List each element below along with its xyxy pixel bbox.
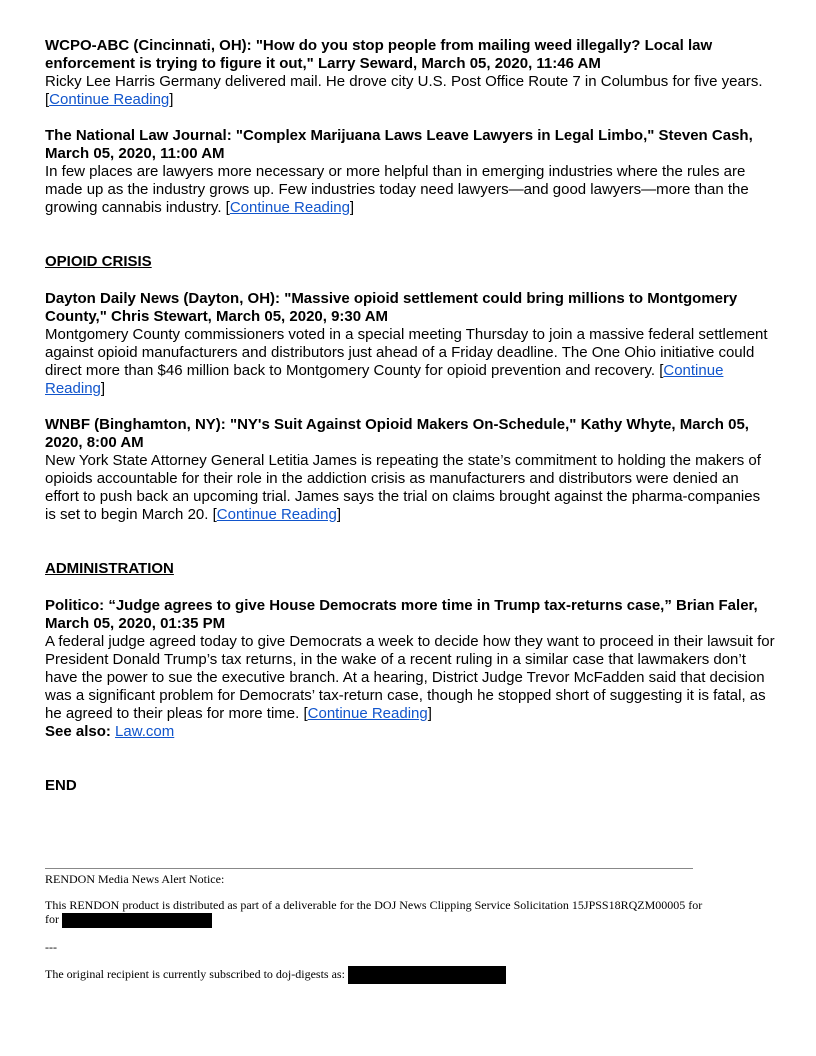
news-summary: Montgomery County commissioners voted in a special meeting Thursday to join a massive federal settlement against opioid manufacturers and distributors just ahead of a Friday deadline. The One Ohio initiative could direct more than $46 million back to Montgomery County for opioid prevention and recovery. [Continue Reading] (45, 326, 768, 397)
continue-reading-link[interactable]: Continue Reading (229, 199, 350, 216)
news-summary: In few places are lawyers more necessary or more helpful than in emerging industries where the rules are made up as the industry grows up. Few industries today need lawyers—and good lawyers—more than the growing cannabis industry. [Continue Reading] (45, 163, 749, 216)
distribution-text: This RENDON product is distributed as part of a deliverable for the DOJ News Clipping Service Solicitation 15JPSS18RQZM00005 for (45, 898, 703, 912)
separator: --- (45, 939, 57, 954)
news-headline: Politico: “Judge agrees to give House Democrats more time in Trump tax-returns case,” Brian Faler, March 05, 2020, 01:35 PM (45, 597, 758, 632)
news-headline: The National Law Journal: "Complex Marijuana Laws Leave Lawyers in Legal Limbo," Steven Cash, March 05, 2020, 11:00 AM (45, 127, 753, 162)
news-summary: A federal judge agreed today to give Democrats a week to decide how they want to proceed in their lawsuit for President Donald Trump’s tax returns, in the wake of a recent ruling in a similar case that lawmakers don’t have the power to sue the executive branch. At a hearing, District Judge Trevor McFadden said that decision was a significant problem for Democrats’ tax-return case, though he stopped short of suggesting it is fatal, as he agreed to their pleas for more time. [Continue Reading] (45, 633, 775, 722)
news-item (45, 37, 775, 109)
continue-reading-link[interactable]: Continue Reading (45, 362, 724, 397)
continue-reading-link[interactable]: Continue Reading (216, 506, 337, 523)
news-item (45, 290, 775, 398)
see-also (45, 723, 775, 741)
news-summary: New York State Attorney General Letitia James is repeating the state’s commitment to holding the makers of opioids accountable for their role in the addiction crisis as manufacturers and distributors were denied an effort to push back an upcoming trial. James says the trial on claims brought against the pharma-companies is set to begin March 20. [Continue Reading] (45, 452, 761, 523)
news-summary: Ricky Lee Harris Germany delivered mail. He drove city U.S. Post Office Route 7 in Columbus for five years. [Continue Reading] (45, 73, 763, 108)
continue-reading-link[interactable]: Continue Reading (49, 91, 170, 108)
distribution-for-line: for (45, 912, 785, 928)
continue-reading-link[interactable]: Continue Reading (307, 705, 428, 722)
end-marker: END (45, 777, 77, 794)
footer-divider (45, 868, 693, 869)
section-title-opioid-crisis: OPIOID CRISIS (45, 253, 152, 270)
news-item (45, 127, 775, 217)
subscription-line: The original recipient is currently subscribed to doj-digests as: (45, 966, 785, 984)
news-headline: Dayton Daily News (Dayton, OH): "Massive opioid settlement could bring millions to Montgomery County," Chris Stewart, March 05, 2020, 9:30 AM (45, 290, 738, 325)
redaction-block (62, 913, 212, 928)
notice-title: RENDON Media News Alert Notice: (45, 872, 225, 886)
news-headline: WNBF (Binghamton, NY): "NY's Suit Against Opioid Makers On-Schedule," Kathy Whyte, March 05, 2020, 8:00 AM (45, 416, 749, 451)
section-title-administration: ADMINISTRATION (45, 560, 174, 577)
news-digest (45, 37, 775, 795)
news-headline: WCPO-ABC (Cincinnati, OH): "How do you stop people from mailing weed illegally? Local law enforcement is trying to figure it out," Larry Seward, March 05, 2020, 11:46 AM (45, 37, 713, 72)
see-also-link[interactable]: Law.com (115, 723, 175, 740)
see-also-label: See also: (45, 723, 111, 740)
news-item (45, 597, 775, 741)
news-item (45, 416, 775, 524)
footer-notice (45, 868, 785, 984)
redaction-block (348, 966, 506, 984)
